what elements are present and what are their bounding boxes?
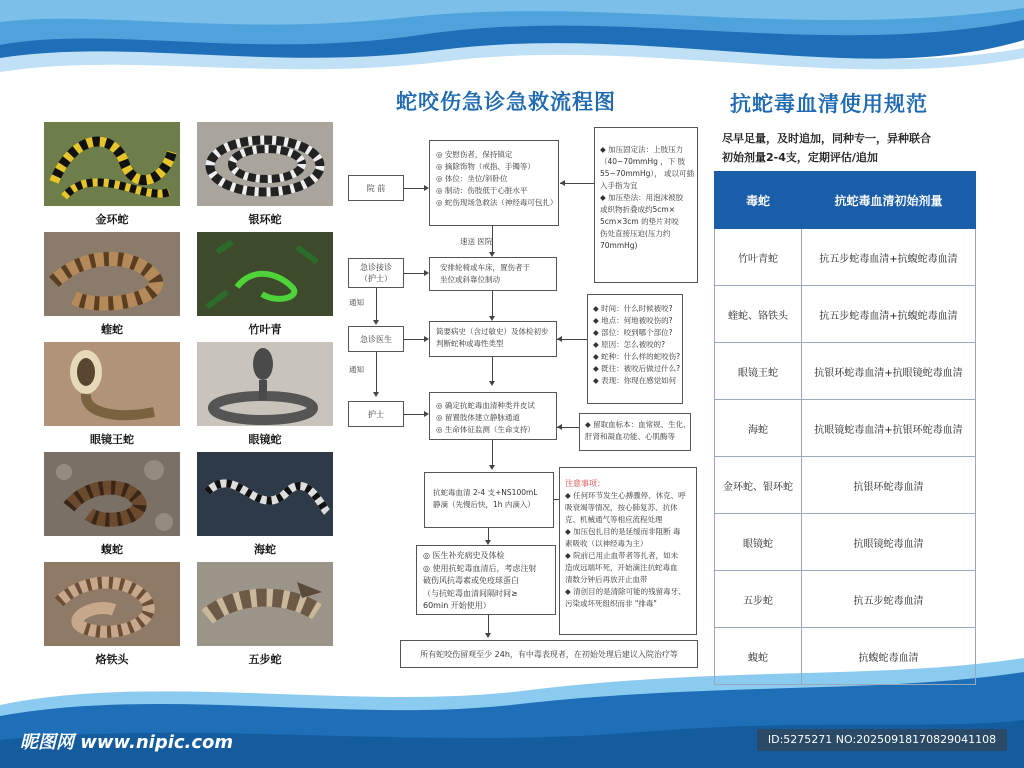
cell-serum: 抗银环蛇毒血清 (802, 457, 976, 514)
step-line: ◎ 使用抗蛇毒血清后，考虑注射 (423, 563, 537, 573)
cell-snake: 金环蛇、银环蛇 (715, 457, 802, 514)
blood-sample-box (579, 413, 691, 451)
note-line: ◆ 加压垫法：用泡沫被胶 (600, 193, 684, 202)
snake-card-jinhuan (44, 122, 180, 232)
table-row (715, 400, 976, 457)
note-line: 污染或坏死组织而非 "排毒" (565, 599, 657, 608)
arrow (557, 336, 562, 342)
table-row (715, 286, 976, 343)
arrow (560, 180, 565, 186)
prehospital-steps-box (429, 140, 559, 226)
snake-name: 眼镜王蛇 (90, 433, 134, 446)
spec-dosage: 初始剂量2-4支，定期评估/追加 (722, 151, 878, 164)
cell-snake: 海蛇 (715, 400, 802, 457)
connector (492, 291, 493, 318)
step-line: 判断蛇种或毒性类型 (436, 339, 504, 348)
table-row (715, 628, 976, 685)
table-row (715, 571, 976, 628)
stage-nurse (348, 401, 404, 427)
cell-snake: 五步蛇 (715, 571, 802, 628)
note-line: ◆ 加压固定法：上肢压力 (600, 145, 684, 154)
step-line: 安排轮椅或车床，置伤者于 (440, 263, 530, 272)
step-line: （与抗蛇毒血清间隔时间≥ (423, 588, 518, 598)
note-line: 或织物折叠成约5cm× (600, 205, 675, 214)
stage-label: 院 前 (366, 183, 386, 193)
stage-label: 急诊接诊 （护士） (360, 263, 392, 283)
note-line: ◆ 清创目的是清除可能的残留毒牙、 (565, 587, 686, 596)
note-line: 伤处直接压迫(压力约 (600, 229, 671, 238)
connector (488, 615, 489, 635)
snake-card-wubu (197, 562, 333, 672)
snake-card-kui (44, 232, 180, 342)
note-line: 55~70mmHg）， 或以可插 (600, 169, 695, 178)
stage-er-doctor (348, 326, 404, 352)
note-line: ◆ 院前已用止血带者等扎者，如未 (565, 551, 679, 560)
snake-card-laotietou (44, 562, 180, 672)
note-line: 入手指为宜 (600, 181, 638, 190)
note-line: 素吸收（以神经毒为主） (565, 539, 648, 548)
note-line: ◆ 时间：什么时候被咬? (593, 304, 673, 313)
cell-serum: 抗眼镜蛇毒血清 (802, 514, 976, 571)
spec-title: 抗蛇毒血清使用规范 (730, 92, 928, 116)
cell-snake: 竹叶青蛇 (715, 229, 802, 286)
step-line: ◎ 摘除饰物（戒指、手镯等） (436, 162, 535, 171)
table-header-row (715, 172, 976, 229)
stage-label: 护士 (368, 409, 384, 419)
step-line: 60min 开始使用） (423, 601, 491, 610)
note-line: ◆ 留取血标本：血常规、生化、 (585, 420, 691, 429)
note-line: ◆ 蛇种：什么样的蛇咬伤? (593, 352, 681, 361)
note-line: 克、机械通气等相应流程处理 (565, 515, 663, 524)
note-line: 5cm×3cm 的垫片对咬 (600, 217, 679, 226)
snake-photo (44, 562, 180, 646)
snake-name: 蝮蛇 (101, 543, 123, 556)
snake-photo (197, 342, 333, 426)
step-line: ◎ 留置肢体建立静脉通道 (436, 413, 520, 422)
connector (376, 352, 377, 394)
header-snake: 毒蛇 (715, 172, 802, 229)
step-line: ◎ 体位：坐位/斜卧位 (436, 174, 508, 183)
table-row (715, 343, 976, 400)
cell-snake: 蝮蛇 (715, 628, 802, 685)
notify-label: 通知 (349, 298, 364, 307)
connector (492, 440, 493, 467)
arrow (557, 424, 562, 430)
note-line: ◆ 表现：你现在感觉如何 (593, 376, 677, 385)
snake-photo (44, 342, 180, 426)
connector (376, 288, 377, 322)
cell-serum: 抗银环蛇毒血清+抗眼镜蛇毒血清 (802, 343, 976, 400)
step-line: ◎ 确定抗蛇毒血清种类并皮试 (436, 401, 535, 410)
snake-name: 眼镜蛇 (248, 433, 282, 446)
precautions-box (559, 467, 697, 635)
arrow (373, 392, 379, 397)
snake-card-zhuyeqing (197, 232, 333, 342)
transfer-label: 速送 医院 (460, 237, 493, 246)
step-line: 静滴（先慢后快，1h 内滴入） (433, 500, 535, 509)
snake-photo (197, 232, 333, 316)
cell-snake: 蝰蛇、铬铁头 (715, 286, 802, 343)
notify-label: 通知 (349, 365, 364, 374)
note-line: （40~70mmHg ，下 肢 (600, 157, 686, 166)
snake-card-yinhuan (197, 122, 333, 232)
connector (492, 357, 493, 383)
snake-name: 金环蛇 (95, 213, 129, 226)
note-line: ◆ 原因：怎么被咬的? (593, 340, 666, 349)
step-line: 破伤风抗毒素或免疫球蛋白 (423, 576, 519, 585)
precautions-title: 注意事项： (565, 479, 605, 488)
snake-name: 银环蛇 (248, 213, 282, 226)
followup-box (416, 545, 556, 615)
snake-name: 海蛇 (254, 543, 276, 556)
header-dosage: 抗蛇毒血清初始剂量 (802, 172, 976, 229)
observation-box (400, 640, 698, 668)
step-line: 简要病史（含过敏史）及体检初步 (436, 327, 549, 336)
stage-er-reception (348, 258, 404, 288)
step-line: 抗蛇毒血清 2-4 支+NS100mL (433, 488, 538, 497)
snake-card-fu (44, 452, 180, 562)
table-row (715, 514, 976, 571)
antivenom-table (714, 171, 976, 685)
cell-serum: 抗五步蛇毒血清 (802, 571, 976, 628)
step-line: ◎ 制动：伤肢低于心脏水平 (436, 186, 528, 195)
history-exam-box (429, 321, 557, 357)
snake-photo (44, 122, 180, 206)
snake-photo (197, 122, 333, 206)
snake-photo (197, 562, 333, 646)
stage-label: 急诊医生 (360, 334, 392, 344)
image-id-label: ID:5275271 NO:20250918170829041108 (757, 729, 1007, 751)
snake-photo (44, 232, 180, 316)
connector (404, 414, 426, 415)
arrow (489, 465, 495, 470)
cell-serum: 抗五步蛇毒血清+抗蝮蛇毒血清 (802, 229, 976, 286)
snake-name: 五步蛇 (248, 653, 282, 666)
cell-snake: 眼镜蛇 (715, 514, 802, 571)
stage-prehospital (348, 175, 404, 201)
snake-name: 竹叶青 (248, 323, 282, 336)
snake-card-haishe (197, 452, 333, 562)
note-line: 70mmHg) (600, 241, 638, 250)
cell-serum: 抗五步蛇毒血清+抗蝮蛇毒血清 (802, 286, 976, 343)
note-line: ◆ 任何环节发生心搏骤停、休克、呼 (565, 491, 686, 500)
nurse-actions-box (429, 392, 557, 440)
step-line: ◎ 生命体征监测（生命支持） (436, 425, 535, 434)
step-line: 坐位或斜靠位制动 (440, 275, 500, 284)
spec-principle: 尽早足量，及时追加，同种专一，异种联合 (722, 132, 931, 145)
connector (404, 339, 426, 340)
cell-serum: 抗蝮蛇毒血清 (802, 628, 976, 685)
note-line: 清数分钟后再放开止血带 (565, 575, 648, 584)
connector (404, 188, 426, 189)
arrow (373, 320, 379, 325)
reception-box (429, 257, 557, 291)
snake-card-yanjingwang (44, 342, 180, 452)
connector (560, 183, 594, 184)
snake-name: 烙铁头 (95, 653, 129, 666)
note-line: ◆ 部位：咬到哪个部位? (593, 328, 673, 337)
serum-dosage-box (424, 472, 554, 528)
questions-box (587, 294, 683, 404)
snake-name: 蝰蛇 (101, 323, 123, 336)
note-line: 吸衰竭等情况，按心肺复苏、抗休 (565, 503, 678, 512)
snake-photo (44, 452, 180, 536)
step-line: ◎ 医生补充病史及体检 (423, 551, 505, 560)
nipic-watermark: 昵图网 www.nipic.com (20, 732, 234, 753)
snake-card-yanjing (197, 342, 333, 452)
connector (404, 273, 426, 274)
cell-serum: 抗眼镜蛇毒血清+抗银环蛇毒血清 (802, 400, 976, 457)
step-line: ◎ 安慰伤者，保持镇定 (436, 150, 513, 159)
arrow (485, 633, 491, 638)
cell-snake: 眼镜王蛇 (715, 343, 802, 400)
compression-method-box (594, 127, 698, 283)
note-line: ◆ 加压包扎目的是延缓而非阻断 毒 (565, 527, 681, 536)
flowchart-title: 蛇咬伤急诊急救流程图 (396, 90, 616, 114)
note-line: ◆ 地点：何地被咬伤的? (593, 316, 673, 325)
note-line: 肝肾和凝血功能、心肌酶等 (585, 432, 675, 441)
step-line: ◎ 蛇伤现场急救法（神经毒可包扎） (436, 198, 558, 207)
note-line: ◆ 既往：被咬后做过什么? (593, 364, 681, 373)
table-row (715, 457, 976, 514)
arrow (489, 381, 495, 386)
snake-photo (197, 452, 333, 536)
final-note: 所有蛇咬伤留观至少 24h，有中毒表现者，在初始处理后建议入院治疗等 (420, 649, 678, 659)
table-row (715, 229, 976, 286)
note-line: 造成远端坏死，开始滴注抗蛇毒血 (565, 563, 678, 572)
